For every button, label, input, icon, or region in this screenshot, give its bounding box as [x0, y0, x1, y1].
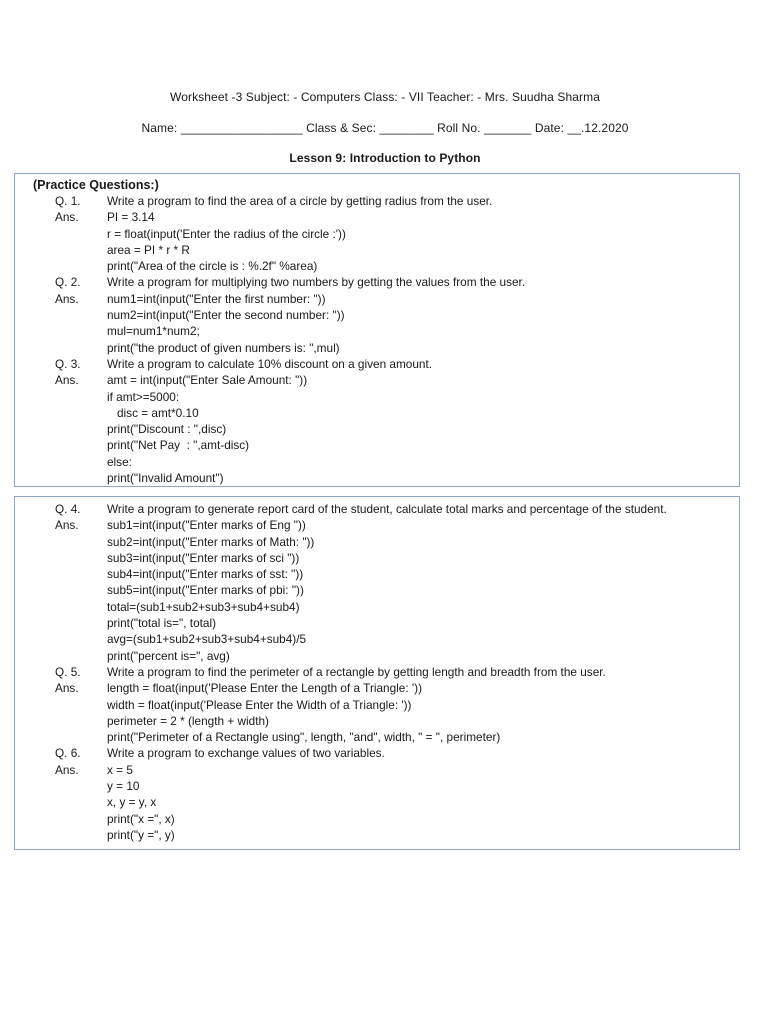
row-label: Ans. [55, 518, 79, 533]
row-text: if amt>=5000: [107, 389, 180, 404]
row-label [15, 550, 107, 566]
row-text: x = 5 [107, 762, 133, 777]
row-label [15, 778, 107, 794]
row-label [15, 794, 107, 810]
code-line [15, 697, 739, 713]
row-label [15, 615, 107, 631]
lesson-title: Lesson 9: Introduction to Python [289, 151, 481, 165]
row-text: print("Net Pay : ",amt-disc) [107, 438, 250, 453]
row-label [15, 811, 107, 827]
row-text: else: [107, 454, 132, 469]
question-row [15, 193, 739, 209]
code-line [15, 794, 739, 810]
row-label: Ans. [55, 681, 79, 696]
row-label [15, 307, 107, 323]
row-label [15, 454, 107, 470]
row-text: Write a program to calculate 10% discount on a given amount. [107, 356, 433, 371]
code-line [15, 437, 739, 453]
code-line [15, 258, 739, 274]
row-text: Write a program to generate report card of the student, calculate total marks and percentage of the student. [107, 502, 667, 516]
question-row [15, 745, 739, 761]
row-label [15, 470, 107, 486]
code-line [15, 778, 739, 794]
code-line [15, 729, 739, 745]
question-row [15, 356, 739, 372]
row-text: print("Perimeter of a Rectangle using", length, "and", width, " = ", perimeter) [107, 730, 501, 745]
row-text: PI = 3.14 [107, 210, 155, 225]
question-list [15, 193, 739, 486]
code-line [15, 713, 739, 729]
row-label [15, 729, 107, 745]
row-label: Q. 5. [55, 664, 81, 679]
code-line [15, 242, 739, 258]
question-list [15, 501, 739, 843]
row-label [15, 827, 107, 843]
row-label: Q. 6. [55, 746, 81, 761]
row-text: Write a program to find the perimeter of a rectangle by getting length and breadth from the user. [107, 664, 606, 679]
row-text: sub4=int(input("Enter marks of sst: ")) [107, 567, 304, 582]
row-label [15, 631, 107, 647]
row-text: amt = int(input("Enter Sale Amount: ")) [107, 373, 308, 388]
row-text: Write a program to exchange values of two variables. [107, 746, 385, 761]
answer-row [15, 209, 739, 225]
code-line [15, 226, 739, 242]
row-label: Ans. [55, 291, 79, 306]
row-label [15, 389, 107, 405]
row-text: y = 10 [107, 779, 140, 794]
answer-row [15, 291, 739, 307]
row-label: Ans. [55, 762, 79, 777]
answer-row [15, 517, 739, 533]
code-line [15, 827, 739, 843]
row-text: avg=(sub1+sub2+sub3+sub4+sub4)/5 [107, 632, 307, 647]
row-text: print("percent is=", avg) [107, 648, 230, 663]
row-label [15, 599, 107, 615]
row-label [15, 258, 107, 274]
row-label: Q. 1. [55, 194, 81, 208]
row-label: Q. 4. [55, 502, 81, 516]
row-text: Write a program to find the area of a circle by getting radius from the user. [107, 194, 493, 208]
question-row [15, 501, 739, 517]
row-text: x, y = y, x [107, 795, 157, 810]
row-text: print("Area of the circle is : %.2f" %area) [107, 259, 318, 274]
worksheet-title: Worksheet -3 Subject: - Computers Class: - VII Teacher: - Mrs. Suudha Sharma [170, 90, 600, 104]
row-label [15, 697, 107, 713]
code-line [15, 566, 739, 582]
row-text: print("total is=", total) [107, 616, 217, 631]
row-label [15, 421, 107, 437]
answer-row [15, 372, 739, 388]
code-line [15, 470, 739, 486]
code-line [15, 405, 739, 421]
row-label [15, 323, 107, 339]
code-line [15, 307, 739, 323]
row-label [15, 226, 107, 242]
row-label [15, 566, 107, 582]
code-line [15, 582, 739, 598]
code-line [15, 323, 739, 339]
row-label [15, 405, 107, 421]
row-label [15, 648, 107, 664]
row-text: length = float(input('Please Enter the Length of a Triangle: ')) [107, 681, 423, 696]
row-text: num2=int(input("Enter the second number: ")) [107, 308, 345, 323]
code-line [15, 389, 739, 405]
code-line [15, 340, 739, 356]
question-row [15, 664, 739, 680]
row-text: print("Invalid Amount") [107, 471, 224, 486]
code-line [15, 550, 739, 566]
student-info-line: Name: __________________ Class & Sec: ________ Roll No. _______ Date: __.12.2020 [141, 121, 629, 135]
row-label [15, 437, 107, 453]
row-label [15, 534, 107, 550]
row-label [15, 713, 107, 729]
row-text: print("x =", x) [107, 811, 175, 826]
row-text: print("y =", y) [107, 827, 175, 842]
answer-row [15, 762, 739, 778]
code-line [15, 631, 739, 647]
code-line [15, 615, 739, 631]
row-text: disc = amt*0.10 [117, 405, 199, 420]
section-title: (Practice Questions:) [33, 178, 159, 192]
row-text: print("the product of given numbers is: ",mul) [107, 340, 340, 355]
row-label: Q. 3. [55, 356, 81, 371]
row-text: total=(sub1+sub2+sub3+sub4+sub4) [107, 599, 300, 614]
row-label: Q. 2. [55, 275, 81, 290]
code-line [15, 534, 739, 550]
row-text: sub5=int(input("Enter marks of pbi: ")) [107, 583, 304, 598]
row-label [15, 582, 107, 598]
row-text: sub3=int(input("Enter marks of sci ")) [107, 550, 300, 565]
code-line [15, 421, 739, 437]
practice-questions-box-2 [14, 496, 740, 850]
row-text: mul=num1*num2; [107, 324, 200, 339]
row-label [15, 242, 107, 258]
row-text: sub2=int(input("Enter marks of Math: ")) [107, 534, 315, 549]
row-text: num1=int(input("Enter the first number: ")) [107, 291, 326, 306]
code-line [15, 648, 739, 664]
code-line [15, 811, 739, 827]
code-line [15, 599, 739, 615]
row-text: perimeter = 2 * (length + width) [107, 713, 269, 728]
row-text: area = PI * r * R [107, 242, 190, 257]
row-label: Ans. [55, 210, 79, 225]
row-text: Write a program for multiplying two numbers by getting the values from the user. [107, 275, 526, 290]
practice-questions-box-1 [14, 173, 740, 487]
row-label: Ans. [55, 373, 79, 388]
row-text: sub1=int(input("Enter marks of Eng ")) [107, 518, 306, 533]
row-text: r = float(input('Enter the radius of the circle :')) [107, 226, 346, 241]
row-label [15, 340, 107, 356]
answer-row [15, 680, 739, 696]
question-row [15, 274, 739, 290]
code-line [15, 454, 739, 470]
row-text: width = float(input('Please Enter the Width of a Triangle: ')) [107, 697, 412, 712]
row-text: print("Discount : ",disc) [107, 422, 227, 437]
